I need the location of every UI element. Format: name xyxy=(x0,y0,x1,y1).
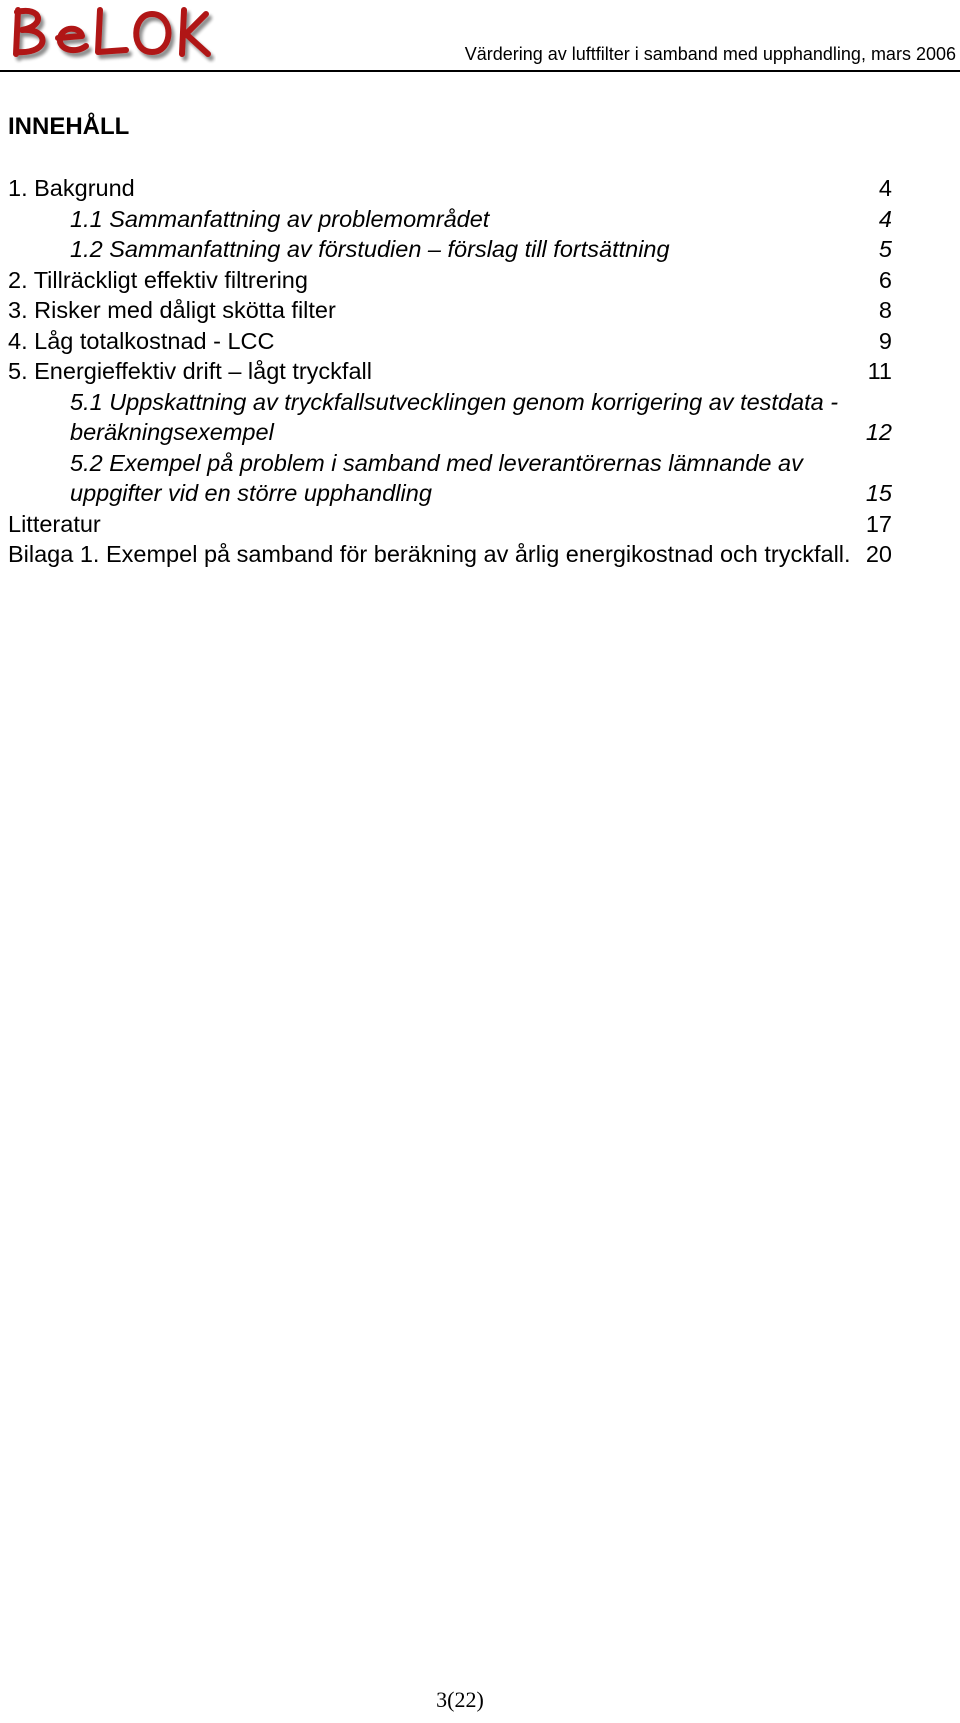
toc-entry-page: 6 xyxy=(878,266,892,293)
toc-entry-2 xyxy=(8,265,892,296)
toc-entry-1-2 xyxy=(8,234,892,265)
toc-entry-title: 1. Bakgrund xyxy=(8,175,135,201)
toc-entry-page: 5 xyxy=(878,236,892,262)
document-header-title: Värdering av luftfilter i samband med upphandling, mars 2006 xyxy=(464,44,956,64)
toc-entry-page: 8 xyxy=(878,297,892,323)
toc-entry-page: 4 xyxy=(878,175,892,201)
toc-entry-3 xyxy=(8,295,892,326)
toc-entry-litteratur xyxy=(8,509,892,540)
toc-entry-page: 12 xyxy=(865,419,892,445)
toc-entry-title: Litteratur xyxy=(8,510,101,537)
toc-entry-page: 20 xyxy=(865,541,892,567)
toc-heading: INNEHÅLL xyxy=(8,113,130,140)
header-divider xyxy=(0,70,960,72)
toc-entry-title: 1.1 Sammanfattning av problemområdet xyxy=(70,205,490,232)
toc-entry-page: 15 xyxy=(865,480,892,506)
toc-entry-4 xyxy=(8,326,892,357)
toc-entry-5-1 xyxy=(8,387,892,448)
toc-entry-title: 4. Låg totalkostnad - LCC xyxy=(8,327,275,354)
toc-entry-title: 5. Energieffektiv drift – lågt tryckfall xyxy=(8,358,372,384)
toc-entry-page: 17 xyxy=(865,510,892,537)
toc-entry-5 xyxy=(8,356,892,387)
toc-entry-page: 9 xyxy=(878,327,892,354)
toc-entry-bilaga-1 xyxy=(8,539,892,570)
toc-entry-page: 11 xyxy=(867,358,892,384)
toc-entry-1 xyxy=(8,173,892,204)
toc-entry-title: 2. Tillräckligt effektiv filtrering xyxy=(8,266,308,293)
belok-logo xyxy=(6,2,216,64)
toc-entry-title: 1.2 Sammanfattning av förstudien – förslag till fortsättning xyxy=(70,236,670,262)
table-of-contents xyxy=(8,173,892,570)
toc-entry-title: 5.1 Uppskattning av tryckfallsutvecklingen genom korrigering av testdata - beräkningsexempel xyxy=(70,388,839,445)
toc-entry-1-1 xyxy=(8,204,892,235)
toc-entry-page: 4 xyxy=(878,205,892,232)
toc-entry-5-2 xyxy=(8,448,892,509)
toc-entry-title: 3. Risker med dåligt skötta filter xyxy=(8,297,336,323)
toc-entry-title: Bilaga 1. Exempel på samband för beräkning av årlig energikostnad och tryckfall. xyxy=(8,541,851,567)
toc-entry-title: 5.2 Exempel på problem i samband med leverantörernas lämnande av uppgifter vid en större upphandling xyxy=(70,449,803,506)
page-number: 3(22) xyxy=(436,1687,484,1712)
